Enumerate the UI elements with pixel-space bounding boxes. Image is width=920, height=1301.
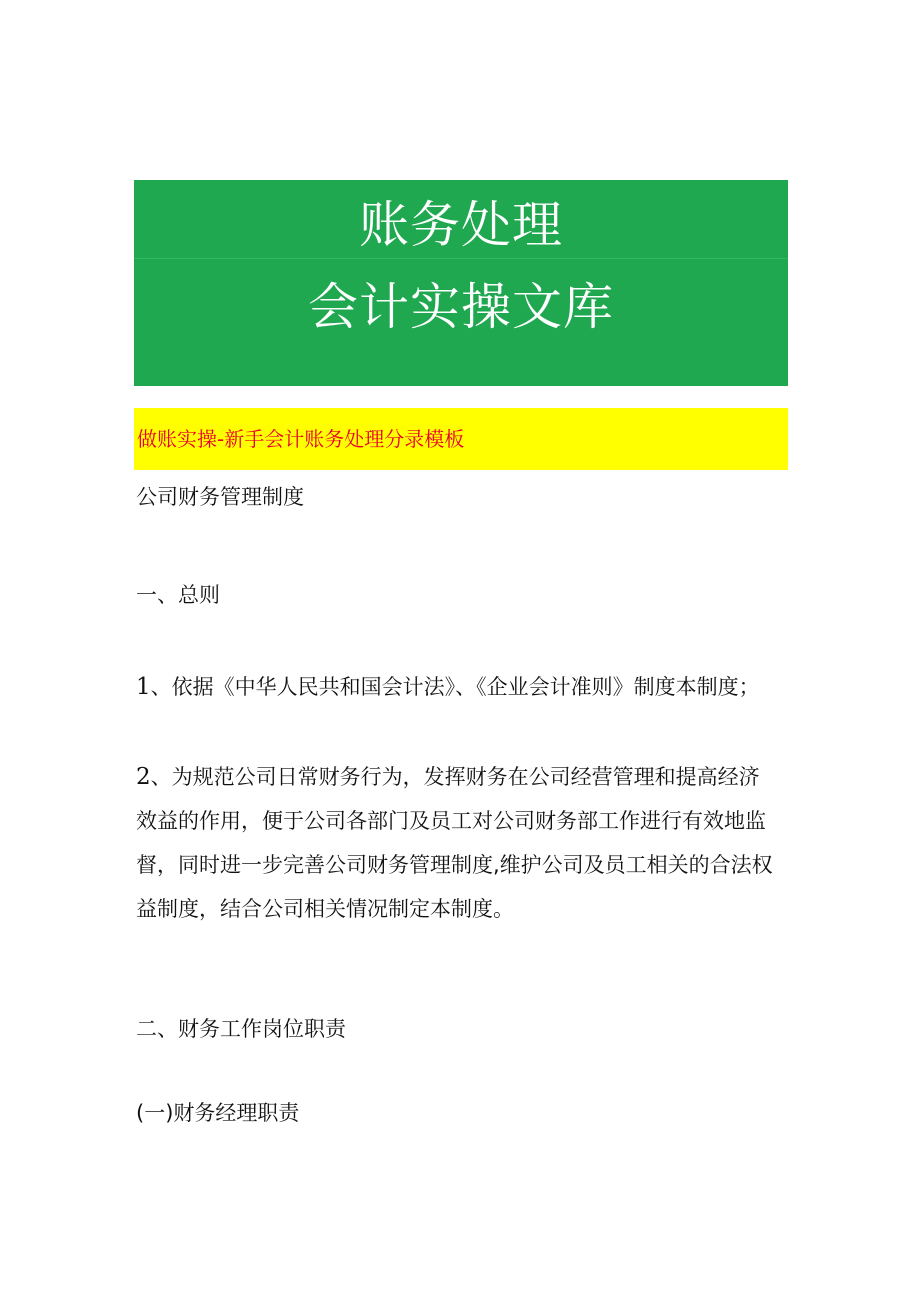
item-2-line-3: 督，同时进一步完善公司财务管理制度,维护公司及员工相关的合法权 bbox=[136, 853, 773, 877]
item-2-line-4: 益制度，结合公司相关情况制定本制度。 bbox=[136, 897, 514, 921]
section-2-heading: 二、财务工作岗位职责 bbox=[136, 1017, 346, 1041]
item-2-line-2: 效益的作用，便于公司各部门及员工对公司财务部工作进行有效地监 bbox=[136, 809, 766, 833]
subsection-1-heading: (一)财务经理职责 bbox=[136, 1101, 300, 1125]
item-2-line-1-text: 、为规范公司日常财务行为，发挥财务在公司经营管理和提高经济 bbox=[150, 765, 760, 789]
highlight-text: 做账实操-新手会计账务处理分录模板 bbox=[137, 427, 465, 451]
banner-title-line-1: 账务处理 bbox=[359, 196, 563, 254]
item-2-line-1 bbox=[136, 755, 796, 799]
item-2-paragraph bbox=[136, 755, 796, 931]
highlight-bar bbox=[134, 408, 788, 470]
banner-title-line-2: 会计实操文库 bbox=[308, 278, 614, 336]
banner-divider bbox=[134, 258, 788, 259]
item-1-text: 、依据《中华人民共和国会计法》、《企业会计准则》制度本制度； bbox=[150, 675, 760, 699]
document-title: 公司财务管理制度 bbox=[136, 485, 304, 509]
section-1-heading: 一、总则 bbox=[136, 583, 220, 607]
item-2-number: 2 bbox=[136, 764, 151, 790]
item-1 bbox=[136, 672, 760, 702]
item-1-number: 1 bbox=[136, 674, 151, 700]
